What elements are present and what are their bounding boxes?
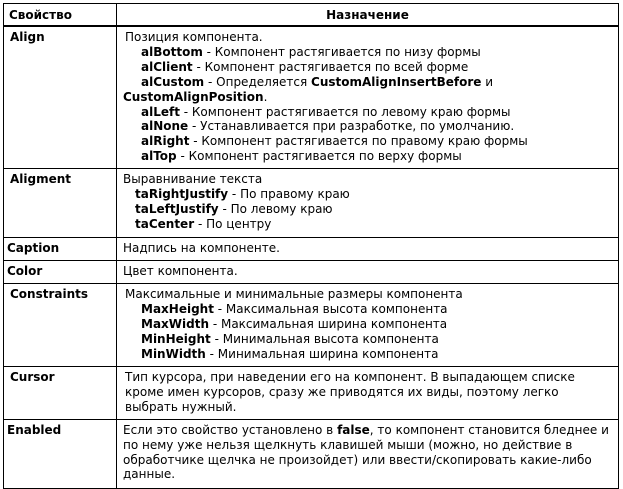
value-keyword: alTop [141,149,177,164]
description-intro: Позиция компонента. [125,30,263,44]
list-item [123,187,614,202]
table-header-row [4,4,619,27]
table-row [4,284,619,367]
list-item [123,202,614,217]
value-keyword: taCenter [135,216,195,231]
value-keyword: alBottom [141,44,203,59]
table-row [4,419,619,488]
value-keyword: alCustom [141,74,205,89]
value-keyword: alLeft [141,104,180,119]
list-item [123,119,614,134]
value-keyword: taRightJustify [135,187,229,202]
description-intro: Выравнивание текста [123,172,263,187]
property-name-enabled: Enabled [4,419,117,488]
description-text: , то компонент становится бледнее и по нему уже нельзя щелкнуть клавишей мыши (можно, но действие в обработчике щелчка не произойдет) или ввести/скопировать какие-либо данные. [123,422,609,482]
list-item [123,105,614,120]
property-description-cursor [117,366,619,419]
value-keyword: MinHeight [141,331,211,346]
value-text: - Компонент растягивается по левому краю формы [179,104,511,119]
property-description-constraints [117,284,619,367]
property-description-align [117,26,619,169]
property-name-constraints: Constraints [4,284,117,367]
table-row [4,261,619,284]
value-text: - Минимальная ширина компонента [205,346,439,361]
description-intro: Максимальные и минимальные размеры компонента [125,287,463,302]
value-text: - Компонент растягивается по верху формы [176,149,462,164]
value-text: - По правому краю [228,187,350,202]
list-item [123,134,614,149]
property-description-enabled [117,419,619,488]
value-keyword: MaxHeight [141,302,214,317]
list-item [123,45,614,60]
list-item [123,217,614,232]
value-keyword: MaxWidth [141,316,209,331]
value-text: и [481,74,494,89]
list-item [123,347,614,362]
value-keyword: alRight [141,134,190,149]
value-text: - По левому краю [218,201,333,216]
property-name-align: Align [4,26,117,169]
property-name-color: Color [4,261,117,284]
list-item-continuation [123,90,614,105]
value-keyword: CustomAlignInsertBefore [311,74,482,89]
value-text: - Компонент растягивается по низу формы [202,44,481,59]
properties-table [3,3,619,489]
value-text: - По центру [194,216,272,231]
property-description-caption: Надпись на компоненте. [117,238,619,261]
value-keyword: alNone [141,119,189,134]
description-text: Тип курсора, при наведении его на компонент. В выпадающем списке кроме имен курсоров, сразу же приводятся их виды, поэтому легко выбрать нужный. [125,369,575,414]
list-item [123,332,614,347]
table-row [4,238,619,261]
value-keyword: false [337,422,370,437]
property-name-cursor: Cursor [4,366,117,419]
value-text: - Определяется [204,74,312,89]
list-item [123,75,614,90]
table-row [4,366,619,419]
list-item [123,302,614,317]
list-item [123,317,614,332]
value-keyword: CustomAlignPosition [123,89,264,104]
property-description-color: Цвет компонента. [117,261,619,284]
table-row [4,26,619,169]
value-keyword: MinWidth [141,346,206,361]
value-keyword: alClient [141,59,193,74]
value-text: - Максимальная ширина компонента [209,316,448,331]
value-text: . [263,89,268,104]
property-name-caption: Caption [4,238,117,261]
value-text: - Компонент растягивается по правому краю формы [189,134,528,149]
value-text: - Минимальная высота компонента [210,331,439,346]
value-text: - Компонент растягивается по всей форме [192,59,469,74]
property-description-aligment [117,169,619,238]
list-item [123,149,614,164]
value-text: - Устанавливается при разработке, по умолчанию. [188,119,515,134]
property-name-aligment: Aligment [4,169,117,238]
header-purpose: Назначение [117,4,619,27]
list-item [123,60,614,75]
description-text: Если это свойство установлено в [123,422,338,437]
table-row [4,169,619,238]
value-text: - Максимальная высота компонента [213,302,448,317]
header-property: Свойство [4,4,117,27]
value-keyword: taLeftJustify [135,201,219,216]
